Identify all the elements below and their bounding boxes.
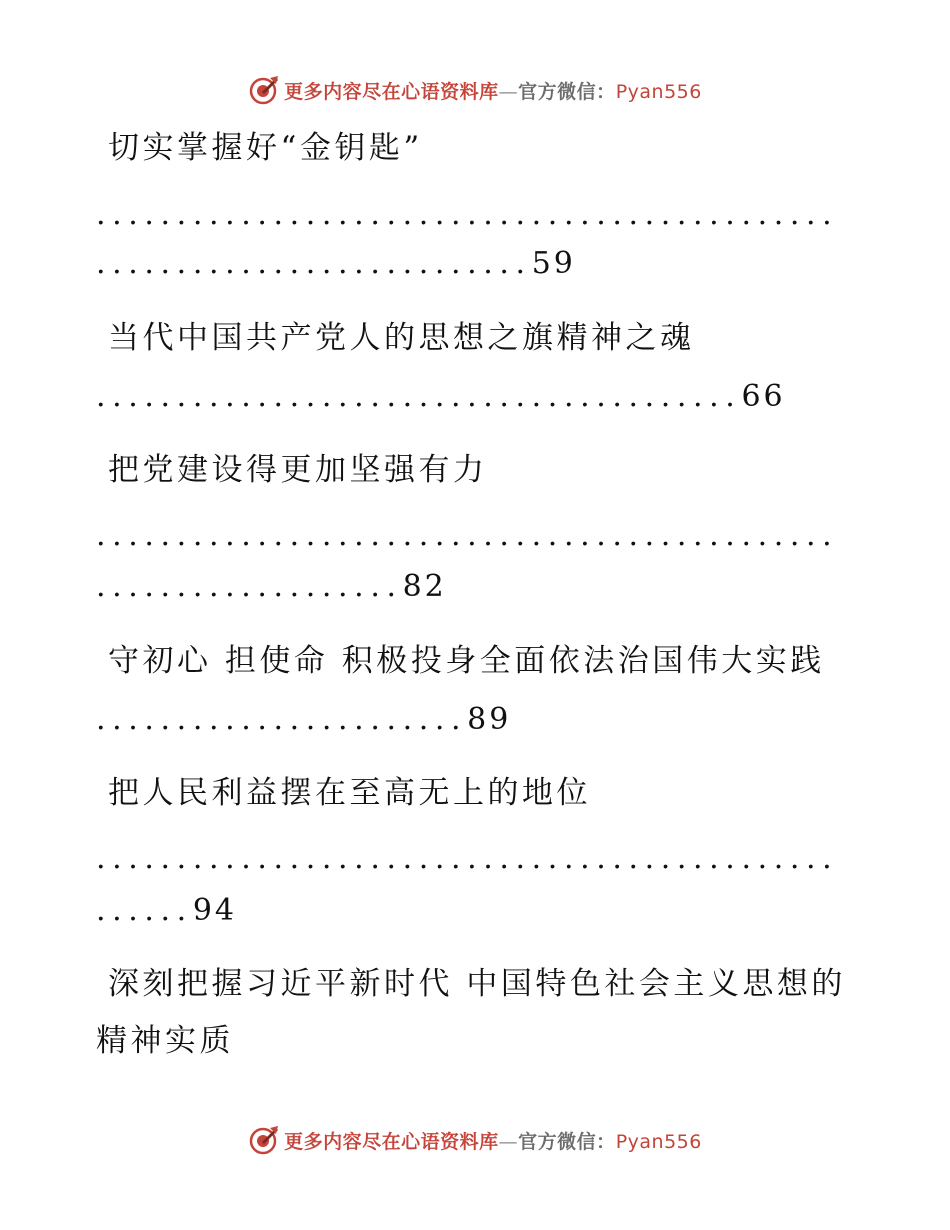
footer-dash: —: [498, 1130, 519, 1153]
header-brand: 更多内容尽在心语资料库: [284, 80, 499, 103]
toc-leader-dots: ..............................................: [96, 197, 839, 232]
toc-leader-dots: .......................: [96, 702, 468, 737]
toc-page-number: 59: [531, 246, 576, 281]
header-banner: [0, 70, 950, 110]
quill-logo-icon: [248, 1124, 280, 1156]
toc-entry-title: 当代中国共产党人的思想之旗精神之魂: [108, 320, 695, 356]
toc-entry-title-continued: 精神实质: [96, 1023, 234, 1059]
quill-logo-icon: [248, 74, 280, 106]
toc-leader-row: [96, 566, 447, 607]
toc-leader-row: [96, 376, 786, 417]
toc-entry-title: 深刻把握习近平新时代 中国特色社会主义思想的: [108, 966, 846, 1002]
toc-leader-row: [96, 243, 576, 284]
footer-text: [284, 1127, 702, 1154]
toc-leader-row: [96, 699, 511, 740]
toc-leader-dots: ......: [96, 893, 193, 928]
toc-entry-title: 切实掌握好“金钥匙”: [108, 130, 423, 166]
footer-banner: [0, 1120, 950, 1160]
toc-page-number: 94: [192, 893, 238, 928]
header-dash: —: [498, 80, 519, 103]
toc-leader-row: [96, 890, 237, 931]
toc-entry-title: 把人民利益摆在至高无上的地位: [108, 775, 591, 811]
toc-leader-dots: ........................................: [96, 379, 742, 414]
toc-page-number: 82: [402, 569, 447, 604]
toc-leader-dots: ..............................................: [96, 841, 839, 876]
header-wechat-id: Pyan556: [615, 80, 702, 103]
toc-leader-dots: ...........................: [96, 246, 532, 281]
header-wechat-label: 官方微信：: [518, 80, 616, 103]
header-text: [284, 77, 702, 104]
footer-brand: 更多内容尽在心语资料库: [284, 1130, 499, 1153]
footer-wechat-label: 官方微信：: [518, 1130, 616, 1153]
toc-page-number: 89: [467, 702, 512, 737]
toc-page-number: 66: [741, 379, 786, 414]
toc-entry-title: 把党建设得更加坚强有力: [108, 452, 488, 488]
footer-wechat-id: Pyan556: [615, 1130, 702, 1153]
toc-leader-dots: ..............................................: [96, 518, 839, 553]
toc-leader-dots: ...................: [96, 569, 403, 604]
toc-entry-title: 守初心 担使命 积极投身全面依法治国伟大实践: [108, 643, 825, 679]
